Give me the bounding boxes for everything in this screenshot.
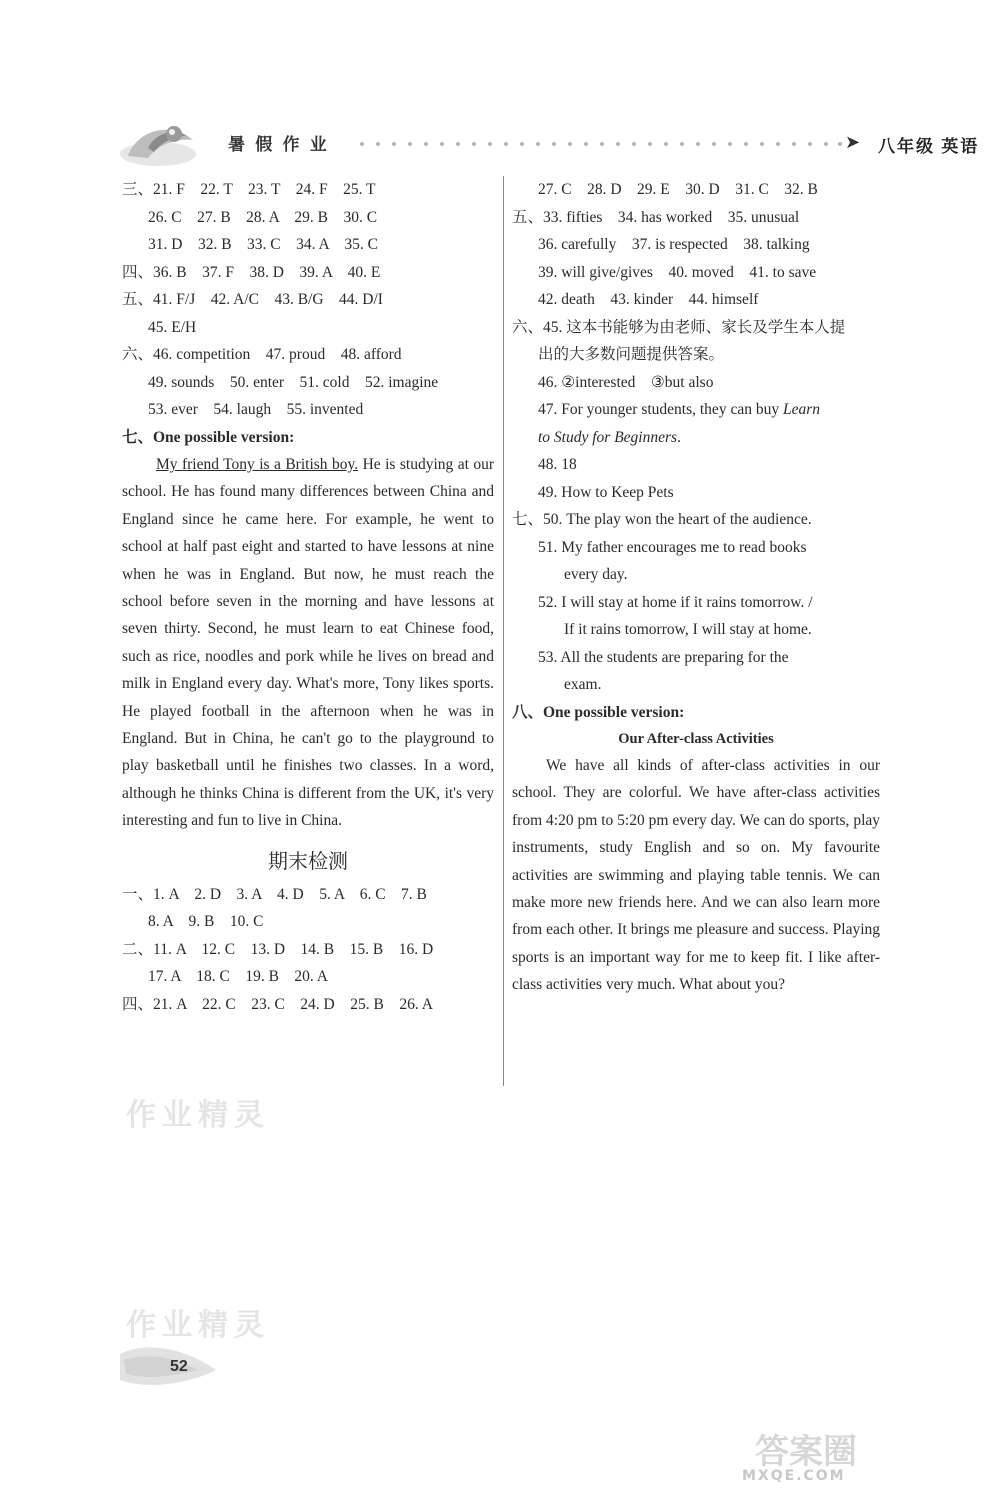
page-number: 52 <box>170 1358 188 1375</box>
section-number: 五、 <box>512 208 544 226</box>
watermark-text-lower: 作业精灵 <box>126 1308 270 1343</box>
watermark-text: 作业精灵 <box>126 1098 270 1133</box>
answer-text: 21. F 22. T 23. T 24. F 25. T <box>153 181 376 198</box>
answer-line <box>122 341 494 369</box>
answer-text: 48. 18 <box>538 456 577 473</box>
answer-text: 49. How to Keep Pets <box>538 483 674 501</box>
answer-line <box>122 204 494 232</box>
answer-text: every day. <box>564 566 628 583</box>
answer-text: 8. A 9. B 10. C <box>148 913 264 931</box>
answer-text: exam. <box>564 676 602 693</box>
answer-text: 51. My father encourages me to read books <box>538 538 807 556</box>
answer-text: 出的大多数问题提供答案。 <box>538 346 725 363</box>
final-test-title: 期末检测 <box>268 848 348 873</box>
answer-line <box>122 936 494 964</box>
answer-text: 27. C 28. D 29. E 30. D 31. C 32. B <box>538 181 818 198</box>
header-grade-subject: 八年级 英语 <box>878 137 980 156</box>
answer-line <box>512 286 880 314</box>
answer-text: 52. I will stay at home if it rains tomorrow. / <box>538 593 813 611</box>
answer-text: 1. A 2. D 3. A 4. D 5. A 6. C 7. B <box>153 885 427 903</box>
answer-line <box>512 451 880 479</box>
right-essay-heading: 八、One possible version: <box>512 703 685 721</box>
left-essay-rest: He is studying at our school. He has found many differences between China and England since he came here. For example, he went to school at half past eight and started to have lessons at nine when he was in England. But now, he must reach the school before seven in the morning and have lessons at seven thirty. Second, he must learn to eat Chinese food, such as rice, noodles and pork while he lives on bread and milk in England every day. What's more, Tony likes sports. He played football in the afternoon when he was in England. But in China, he can't go to the playground to play basketball until he finishes two classes. In a word, although he thinks China is different from the UK, it's very interesting and fun to live in China. <box>122 456 495 830</box>
answer-line <box>512 259 880 287</box>
answer-line <box>122 881 494 909</box>
answer-line <box>512 506 880 534</box>
right-column <box>512 176 880 999</box>
answer-line <box>122 396 494 424</box>
answer-line <box>122 176 494 204</box>
right-essay-title: Our After-class Activities <box>618 731 774 747</box>
section-number: 二、 <box>122 940 154 958</box>
answer-text: 53. All the students are preparing for the <box>538 648 789 666</box>
answer-text: 36. carefully 37. is respected 38. talking <box>538 236 810 253</box>
left-essay-heading: 七、One possible version: <box>122 428 295 446</box>
header-title: 暑 假 作 业 <box>228 135 330 154</box>
section-number: 六、 <box>512 318 544 336</box>
answer-italic-title: to Study for Beginners <box>538 428 678 446</box>
footer-leaf-icon <box>118 1340 218 1390</box>
left-column <box>122 176 494 1018</box>
answer-text: 26. C 27. B 28. A 29. B 30. C <box>148 208 378 226</box>
answer-line <box>122 991 494 1019</box>
answer-line <box>122 963 494 991</box>
answer-line <box>512 204 880 232</box>
answer-line <box>122 259 494 287</box>
page-header <box>118 118 980 168</box>
answer-line <box>512 534 880 562</box>
answer-text: 21. A 22. C 23. C 24. D 25. B 26. A <box>153 995 433 1013</box>
column-divider <box>503 176 504 1086</box>
answer-line <box>122 908 494 936</box>
left-essay-underlined: My friend Tony is a British boy. <box>156 456 359 473</box>
answer-text: 45. 这本书能够为由老师、家长及学生本人提 <box>543 318 846 336</box>
answer-line <box>512 589 880 617</box>
answer-text: 45. E/H <box>148 318 197 336</box>
answer-italic-title: Learn <box>782 401 820 418</box>
section-number: 四、 <box>122 995 154 1013</box>
answer-line <box>512 369 880 397</box>
answer-text: 46. ②interested ③but also <box>538 373 714 391</box>
answer-line <box>512 396 880 424</box>
answer-line <box>512 314 880 342</box>
answer-line <box>122 369 494 397</box>
answer-text: 36. B 37. F 38. D 39. A 40. E <box>153 263 381 281</box>
answer-line <box>122 231 494 259</box>
answer-line <box>512 231 880 259</box>
answer-text: 11. A 12. C 13. D 14. B 15. B 16. D <box>153 940 434 958</box>
answer-line <box>512 616 880 644</box>
answer-text: 17. A 18. C 19. B 20. A <box>148 968 328 986</box>
answer-line <box>512 424 880 452</box>
answer-text: 41. F/J 42. A/C 43. B/G 44. D/I <box>153 291 383 308</box>
answer-line <box>512 671 880 699</box>
section-number: 五、 <box>122 291 154 308</box>
header-dotted-line <box>358 141 843 147</box>
left-essay <box>122 451 494 835</box>
answer-text: 33. fifties 34. has worked 35. unusual <box>543 208 800 226</box>
section-number: 七、 <box>512 511 544 528</box>
right-answer-lines <box>512 176 880 699</box>
answer-line <box>122 314 494 342</box>
mxqe-logo-text: 答案圈 <box>755 1432 857 1472</box>
chevron-right-icon: ➤ <box>845 132 861 152</box>
answer-text: 42. death 43. kinder 44. himself <box>538 291 759 308</box>
answer-text: 49. sounds 50. enter 51. cold 52. imagine <box>148 373 439 391</box>
answer-text: 50. The play won the heart of the audience. <box>543 511 812 528</box>
leaf-logo-icon <box>118 118 213 170</box>
answer-text-after: . <box>677 428 681 446</box>
section-number: 四、 <box>122 263 154 281</box>
answer-text: 39. will give/gives 40. moved 41. to save <box>538 263 817 281</box>
section-number: 六、 <box>122 346 154 363</box>
right-essay: We have all kinds of after-class activities in our school. They are colorful. We have after-class activities from 4:20 pm to 5:20 pm every day. We can do sports, play instruments, study English and so on. My favourite activities are swimming and playing table tennis. We can make more new friends here. And we can also learn more from each other. It brings me pleasure and success. Playing sports is an important way for me to keep fit. I like after-class activities very much. What about you? <box>512 757 880 994</box>
answer-text: 31. D 32. B 33. C 34. A 35. C <box>148 236 378 253</box>
answer-line <box>512 479 880 507</box>
answer-text: 46. competition 47. proud 48. afford <box>153 346 402 363</box>
final-test-answer-lines <box>122 881 494 1019</box>
answer-text: 53. ever 54. laugh 55. invented <box>148 401 364 418</box>
answer-text: If it rains tomorrow, I will stay at home. <box>564 621 812 638</box>
section-number: 一、 <box>122 885 154 903</box>
left-answer-lines <box>122 176 494 424</box>
section-number: 三、 <box>122 181 154 198</box>
answer-text: 47. For younger students, they can buy <box>538 401 783 418</box>
answer-line <box>512 341 880 369</box>
answer-line <box>512 561 880 589</box>
answer-line <box>512 176 880 204</box>
answer-line <box>122 286 494 314</box>
answer-line <box>512 644 880 672</box>
mxqe-watermark-url: MXQE.COM <box>742 1468 846 1484</box>
